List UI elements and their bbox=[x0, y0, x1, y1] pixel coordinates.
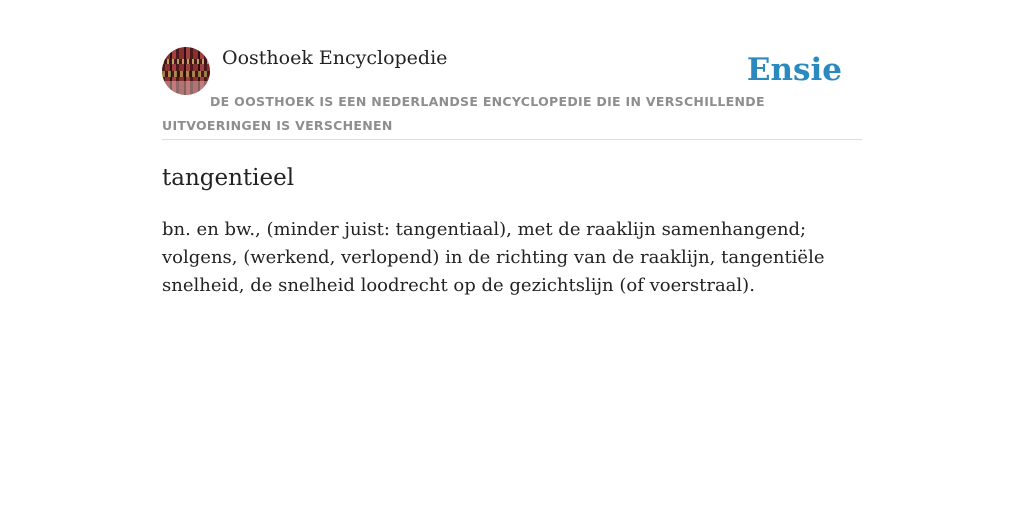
site-tagline: DE OOSTHOEK IS EEN NEDERLANDSE ENCYCLOPEDIE DIE IN VERSCHILLENDE UITVOERINGEN IS VERSCHENEN bbox=[162, 94, 765, 133]
avatar-band-top bbox=[162, 59, 210, 64]
site-header bbox=[162, 0, 862, 140]
entry-definition: bn. en bw., (minder juist: tangentiaal), met de raaklijn samenhangend; volgens, (werkend, verlopend) in de richting van de raaklijn, tangentiële snelheid, de snelheid loodrecht op de gezichtslijn (of voerstraal). bbox=[162, 219, 825, 296]
encyclopedia-books-icon[interactable] bbox=[162, 47, 210, 95]
entry-title: tangentieel bbox=[162, 165, 295, 191]
brand-logo-link[interactable]: Ensie bbox=[746, 52, 842, 88]
avatar-band-middle bbox=[162, 71, 210, 77]
page-container bbox=[162, 0, 862, 296]
site-title-link[interactable]: Oosthoek Encyclopedie bbox=[222, 47, 448, 69]
